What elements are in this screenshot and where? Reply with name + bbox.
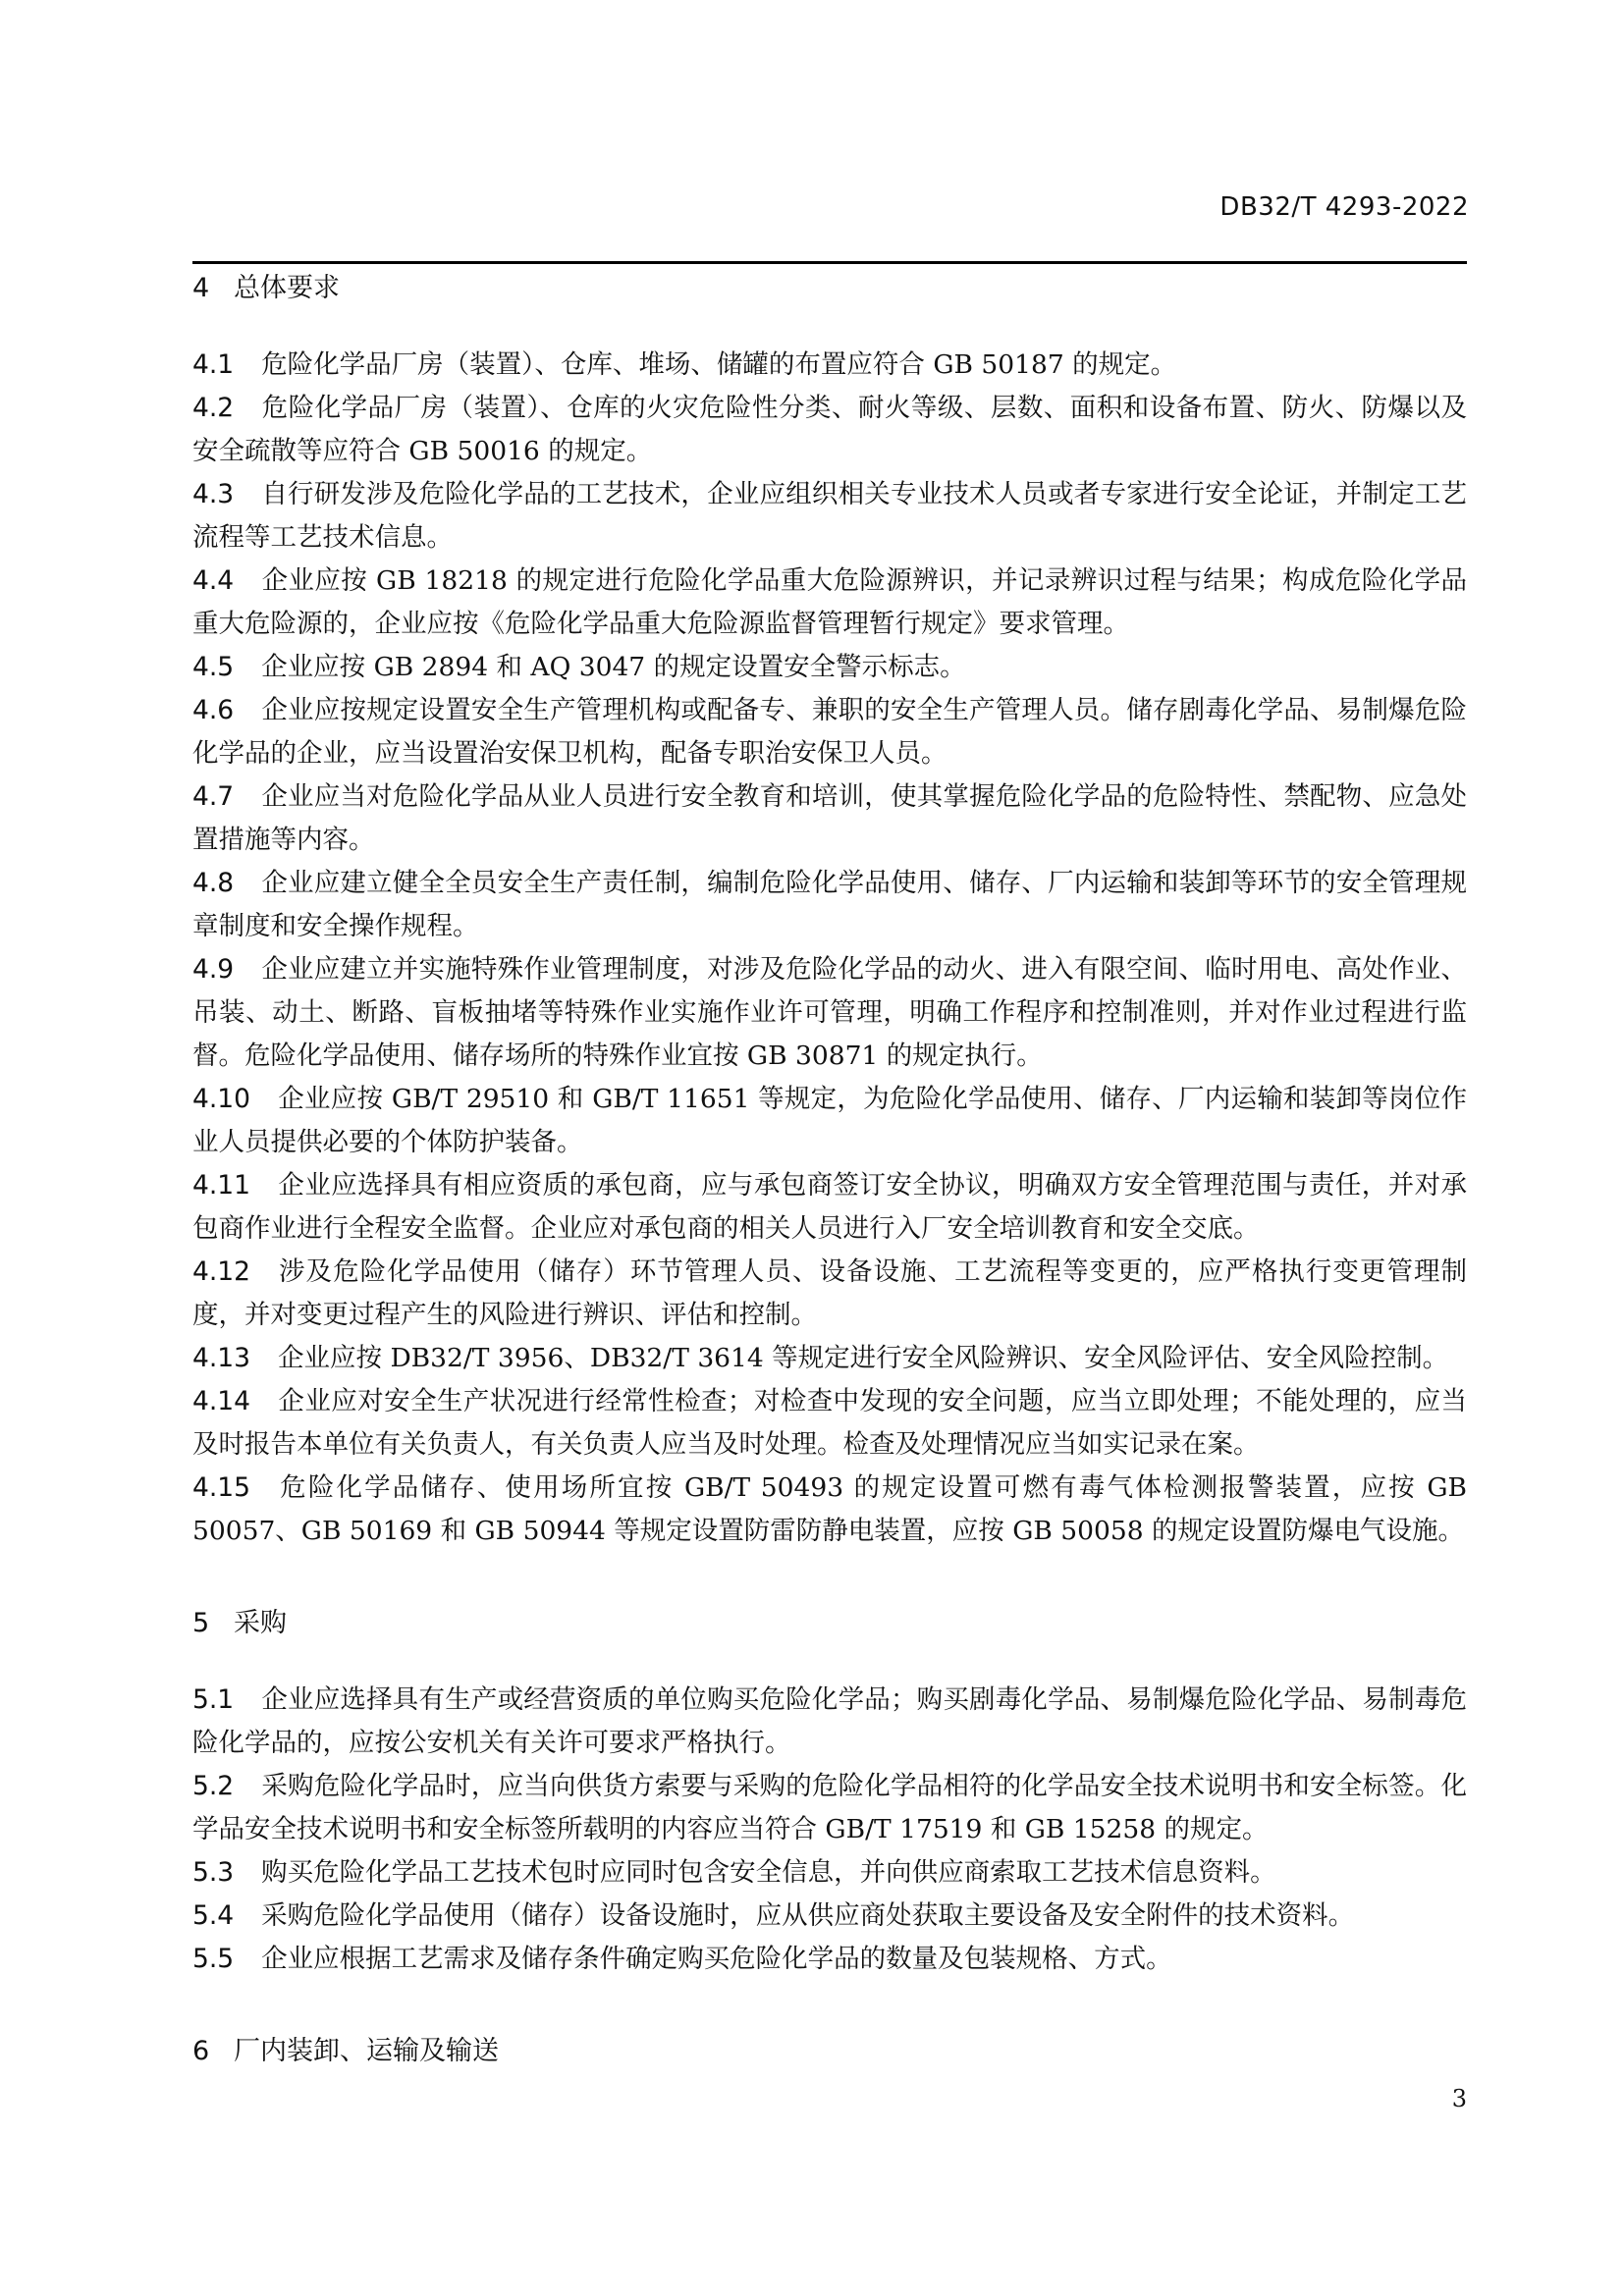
clause-4-13: 4.13 企业应按 DB32/T 3956、DB32/T 3614 等规定进行安全风险辨识、安全风险评估、安全风险控制。 [192, 1343, 1449, 1373]
section-number: 4 [192, 273, 210, 303]
section-heading-5 [192, 1602, 1467, 1645]
clause-5-1: 5.1 企业应选择具有生产或经营资质的单位购买危险化学品；购买剧毒化学品、易制爆危险化学品、易制毒危险化学品的，应按公安机关有关许可要求严格执行。 [192, 1684, 1467, 1758]
section-heading-4 [192, 267, 1467, 310]
clause-4-15: 4.15 危险化学品储存、使用场所宜按 GB/T 50493 的规定设置可燃有毒气体检测报警装置，应按 GB 50057、GB 50169 和 GB 50944 等规定设置防雷防静电装置，应按 GB 50058 的规定设置防爆电气设施。 [192, 1472, 1467, 1546]
section-title: 厂内装卸、运输及输送 [234, 2036, 499, 2066]
clause-4-7: 4.7 企业应当对危险化学品从业人员进行安全教育和培训，使其掌握危险化学品的危险特性、禁配物、应急处置措施等内容。 [192, 781, 1467, 855]
section-heading-6 [192, 2030, 1467, 2073]
page-number: 3 [1451, 2085, 1467, 2112]
section-number: 5 [192, 1608, 210, 1638]
section-gap [192, 1553, 1467, 1598]
clause-4-4: 4.4 企业应按 GB 18218 的规定进行危险化学品重大危险源辨识，并记录辨识过程与结果；构成危险化学品重大危险源的，企业应按《危险化学品重大危险源监督管理暂行规定》要求管理。 [192, 565, 1467, 639]
section-title: 总体要求 [234, 273, 340, 303]
clause-5-2: 5.2 采购危险化学品时，应当向供货方索要与采购的危险化学品相符的化学品安全技术说明书和安全标签。化学品安全技术说明书和安全标签所载明的内容应当符合 GB/T 17519 和 GB 15258 的规定。 [192, 1771, 1467, 1844]
clause-4-8: 4.8 企业应建立健全全员安全生产责任制，编制危险化学品使用、储存、厂内运输和装卸等环节的安全管理规章制度和安全操作规程。 [192, 868, 1467, 941]
clause-4-9: 4.9 企业应建立并实施特殊作业管理制度，对涉及危险化学品的动火、进入有限空间、临时用电、高处作业、吊装、动土、断路、盲板抽堵等特殊作业实施作业许可管理，明确工作程序和控制准则，并对作业过程进行监督。危险化学品使用、储存场所的特殊作业宜按 GB 30871 的规定执行。 [192, 954, 1467, 1071]
section-number: 6 [192, 2036, 210, 2066]
section-title: 采购 [234, 1608, 287, 1638]
clause-4-12: 4.12 涉及危险化学品使用（储存）环节管理人员、设备设施、工艺流程等变更的，应严格执行变更管理制度，并对变更过程产生的风险进行辨识、评估和控制。 [192, 1256, 1467, 1330]
clause-5-3: 5.3 购买危险化学品工艺技术包时应同时包含安全信息，并向供应商索取工艺技术信息资料。 [192, 1857, 1276, 1888]
clause-4-5: 4.5 企业应按 GB 2894 和 AQ 3047 的规定设置安全警示标志。 [192, 652, 966, 682]
document-code: DB32/T 4293-2022 [1219, 192, 1469, 222]
clause-4-11: 4.11 企业应选择具有相应资质的承包商，应与承包商签订安全协议，明确双方安全管理范围与责任，并对承包商作业进行全程安全监督。企业应对承包商的相关人员进行入厂安全培训教育和安全交底。 [192, 1170, 1467, 1244]
clause-5-5: 5.5 企业应根据工艺需求及储存条件确定购买危险化学品的数量及包装规格、方式。 [192, 1944, 1172, 1974]
clause-5-4: 5.4 采购危险化学品使用（储存）设备设施时，应从供应商处获取主要设备及安全附件的技术资料。 [192, 1900, 1355, 1931]
clause-4-6: 4.6 企业应按规定设置安全生产管理机构或配备专、兼职的安全生产管理人员。储存剧毒化学品、易制爆危险化学品的企业，应当设置治安保卫机构，配备专职治安保卫人员。 [192, 695, 1467, 769]
section-gap [192, 1981, 1467, 2026]
clause-4-10: 4.10 企业应按 GB/T 29510 和 GB/T 11651 等规定，为危险化学品使用、储存、厂内运输和装卸等岗位作业人员提供必要的个体防护装备。 [192, 1084, 1467, 1157]
clause-4-3: 4.3 自行研发涉及危险化学品的工艺技术，企业应组织相关专业技术人员或者专家进行安全论证，并制定工艺流程等工艺技术信息。 [192, 479, 1467, 553]
clause-4-1: 4.1 危险化学品厂房（装置）、仓库、堆场、储罐的布置应符合 GB 50187 的规定。 [192, 349, 1177, 380]
document-body [192, 263, 1467, 2107]
clause-4-2: 4.2 危险化学品厂房（装置）、仓库的火灾危险性分类、耐火等级、层数、面积和设备布置、防火、防爆以及安全疏散等应符合 GB 50016 的规定。 [192, 393, 1467, 466]
clause-4-14: 4.14 企业应对安全生产状况进行经常性检查；对检查中发现的安全问题，应当立即处理；不能处理的，应当及时报告本单位有关负责人，有关负责人应当及时处理。检查及处理情况应当如实记录在案。 [192, 1386, 1467, 1460]
